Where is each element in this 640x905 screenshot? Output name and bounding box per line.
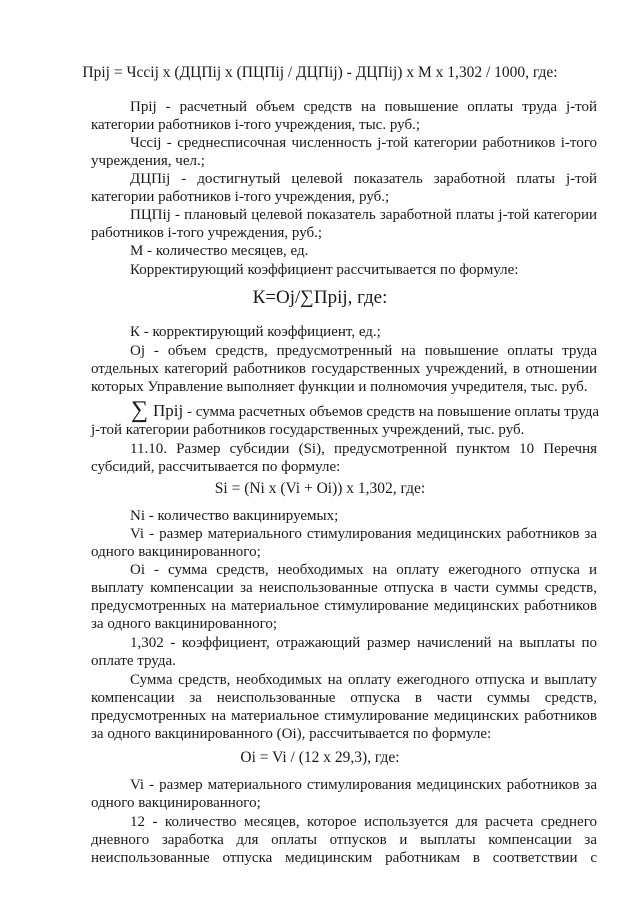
sum-para-line-4: за одного вакцинированного (Оi), рассчитывается по формуле: bbox=[91, 726, 492, 742]
s1110-line-1: 11.10. Размер субсидии (Si), предусмотренной пунктом 10 Перечня bbox=[130, 441, 597, 457]
vi-def2-line-1: Vi - размер материального стимулирования медицинских работников за bbox=[130, 777, 597, 793]
k1302-def-line-2: оплате труда. bbox=[91, 653, 176, 669]
twelve-def-line-2: дневного заработка для оплаты отпусков и выплаты компенсации за bbox=[91, 832, 597, 848]
oj-def-line-3: которых Управление выполняет функции и полномочия учредителя, тыс. руб. bbox=[91, 379, 588, 395]
vi-def2-line-2: одного вакцинированного; bbox=[91, 795, 261, 811]
sum-def-rest: - сумма расчетных объемов средств на повышение оплаты труда bbox=[183, 404, 600, 420]
s1110-line-2: субсидий, рассчитывается по формуле: bbox=[91, 459, 341, 475]
formula-prij: Прij = Чссij х (ДЦПij х (ПЦПij / ДЦПij) - ДЦПij) х М х 1,302 / 1000, где: bbox=[82, 64, 558, 81]
sum-def-word: Прij bbox=[153, 401, 184, 420]
oi-def-line-3: предусмотренных на материальное стимулирование медицинских работников bbox=[91, 598, 597, 614]
oi-def-line-2: выплату компенсации за неиспользованные отпуска в части суммы средств, bbox=[91, 580, 597, 596]
m-def: М - количество месяцев, ед. bbox=[130, 243, 309, 259]
prij-def-line-1: Прij - расчетный объем средств на повышение оплаты труда j-той bbox=[130, 99, 597, 115]
pcpij-def-line-1: ПЦПij - плановый целевой показатель заработной платы j-той категории bbox=[130, 207, 597, 223]
k-intro: Корректирующий коэффициент рассчитывается по формуле: bbox=[130, 262, 519, 278]
sum-def-line-2: j-той категории работников государственных учреждений, тыс. руб. bbox=[91, 422, 525, 438]
twelve-def-line-3: неиспользованные отпуска медицинским работникам в соответствии с bbox=[91, 850, 597, 866]
oi-def-line-1: Оi - сумма средств, необходимых на оплату ежегодного отпуска и bbox=[130, 562, 597, 578]
twelve-def-line-1: 12 - количество месяцев, которое используется для расчета среднего bbox=[130, 814, 597, 830]
prij-def-line-2: категории работников i-того учреждения, тыс. руб.; bbox=[91, 117, 420, 133]
oj-def-line-1: Оj - объем средств, предусмотренный на повышение оплаты труда bbox=[130, 343, 597, 359]
sum-para-line-3: предусмотренных на материальное стимулирование медицинских работников bbox=[91, 708, 597, 724]
sum-para-line-2: компенсации за неиспользованные отпуска в части суммы средств, bbox=[91, 690, 597, 706]
dcpij-def-line-1: ДЦПij - достигнутый целевой показатель заработной платы j-той bbox=[130, 171, 597, 187]
sum-def-line-1 bbox=[153, 401, 600, 421]
sum-symbol: ∑ bbox=[131, 397, 149, 423]
k-def: К - корректирующий коэффициент, ед.; bbox=[130, 324, 381, 340]
chssij-def-line-2: учреждения, чел.; bbox=[91, 153, 205, 169]
formula-k-right: Прij, где: bbox=[313, 287, 388, 308]
sum-para-line-1: Сумма средств, необходимых на оплату ежегодного отпуска и выплату bbox=[130, 672, 597, 688]
oi-def-line-4: за одного вакцинированного; bbox=[91, 616, 278, 632]
formula-oi: Оi = Vi / (12 х 29,3), где: bbox=[240, 749, 400, 766]
formula-k-left: К=Оj/ bbox=[252, 287, 301, 308]
chssij-def-line-1: Чссij - среднесписочная численность j-той категории работников i-того bbox=[130, 135, 597, 151]
k1302-def-line-1: 1,302 - коэффициент, отражающий размер начислений на выплаты по bbox=[130, 635, 597, 651]
dcpij-def-line-2: категории работников i-того учреждения, руб.; bbox=[91, 189, 390, 205]
ni-def: Ni - количество вакцинируемых; bbox=[130, 508, 339, 524]
sum-symbol-k: ∑ bbox=[300, 287, 314, 308]
vi-def-line-1: Vi - размер материального стимулирования медицинских работников за bbox=[130, 526, 597, 542]
oj-def-line-2: отдельных категорий работников государственных учреждений, в отношении bbox=[91, 361, 597, 377]
formula-si: Si = (Ni х (Vi + Oi)) х 1,302, где: bbox=[214, 480, 426, 497]
pcpij-def-line-2: работников i-того учреждения, руб.; bbox=[91, 225, 323, 241]
vi-def-line-2: одного вакцинированного; bbox=[91, 544, 261, 560]
formula-k bbox=[120, 287, 520, 309]
